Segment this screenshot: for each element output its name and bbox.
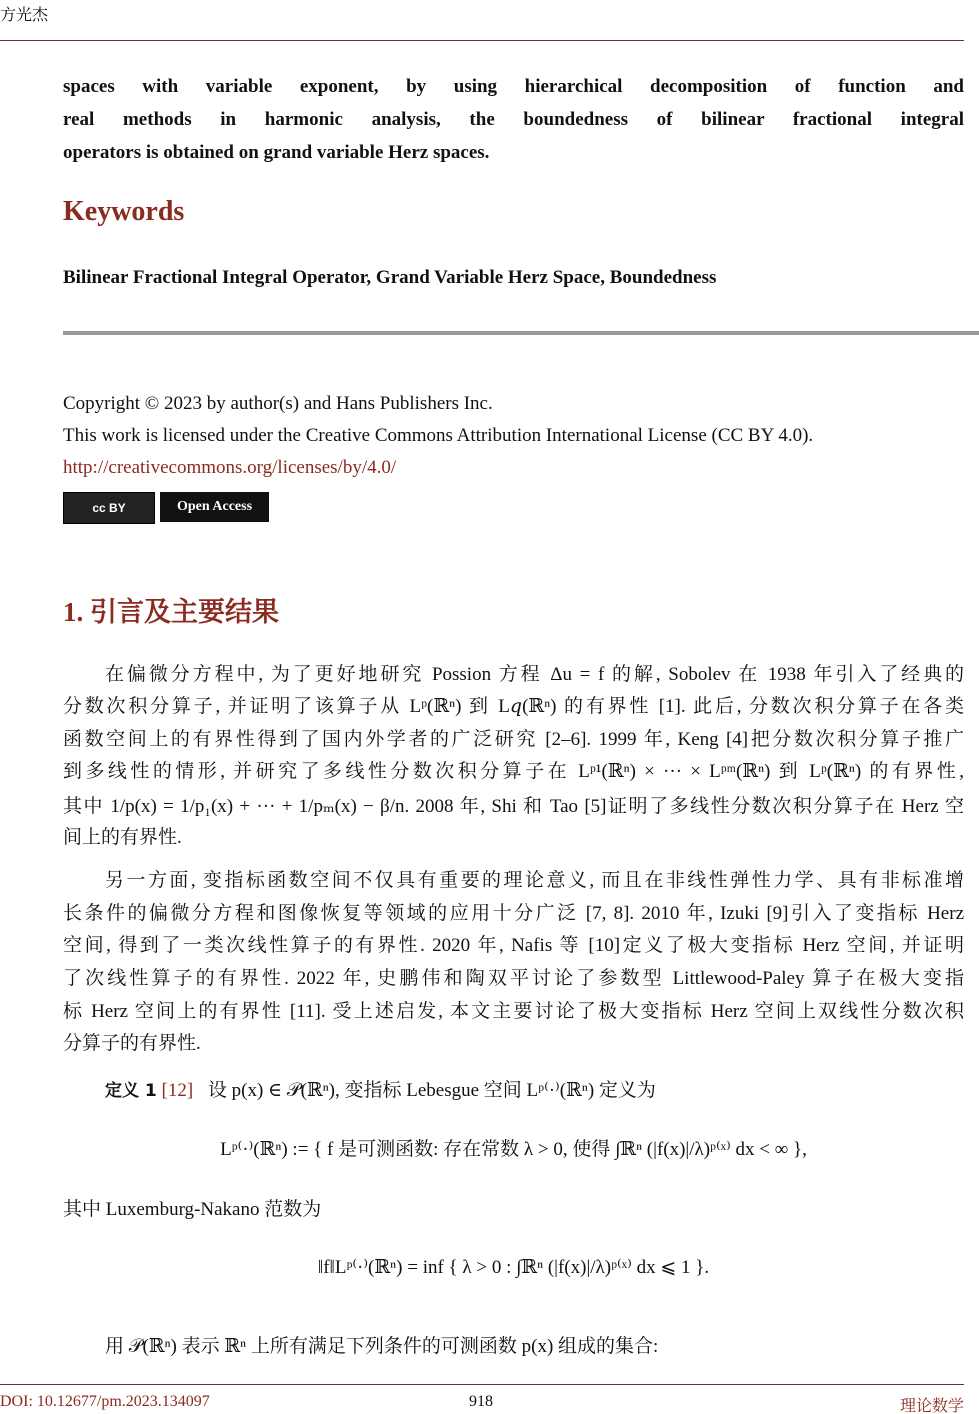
abstract-line: real methods in harmonic analysis, the boundedness of bilinear fractional integral: [63, 109, 964, 130]
license-line: This work is licensed under the Creative Commons Attribution International License (CC BY 4.0).: [63, 425, 814, 446]
abstract-line: operators is obtained on grand variable Herz spaces.: [63, 142, 490, 163]
equation-lp-space: Lᵖ⁽·⁾(ℝⁿ) := { f 是可测函数: 存在常数 λ > 0, 使得 ∫ℝⁿ (|f(x)|/λ)ᵖ⁽ˣ⁾ dx < ∞ },: [220, 1139, 807, 1160]
section-heading: 1. 引言及主要结果: [63, 597, 279, 627]
paragraph-line: 函数空间上的有界性得到了国内外学者的广泛研究 [2–6]. 1999 年, Keng [4]把分数次积分算子推广: [63, 729, 964, 750]
definition-1: [105, 1075, 656, 1102]
equation-luxemburg-norm: ‖f‖Lᵖ⁽·⁾(ℝⁿ) = inf { λ > 0 : ∫ℝⁿ (|f(x)|/λ)ᵖ⁽ˣ⁾ dx ⩽ 1 }.: [317, 1257, 710, 1278]
paragraph-line: 间上的有界性.: [63, 827, 182, 848]
cc-by-badge[interactable]: cc BY: [63, 492, 155, 524]
paragraph-line: 在偏微分方程中, 为了更好地研究 Possion 方程 Δu = f 的解, Sobolev 在 1938 年引入了经典的: [105, 664, 964, 685]
definition-text: 设 p(x) ∈ 𝒫(ℝⁿ), 变指标 Lebesgue 空间 Lᵖ⁽·⁾(ℝⁿ) 定义为: [207, 1080, 656, 1101]
footer-doi-link[interactable]: DOI: 10.12677/pm.2023.134097: [0, 1393, 210, 1410]
journal-name: 理论数学: [899, 1398, 964, 1414]
page-number: 918: [469, 1393, 493, 1410]
header-rule: [0, 40, 964, 41]
section-divider: [63, 331, 979, 335]
license-link[interactable]: http://creativecommons.org/licenses/by/4.0/: [63, 457, 397, 478]
copyright-line: Copyright © 2023 by author(s) and Hans Publishers Inc.: [63, 393, 493, 414]
paragraph-line: 标 Herz 空间上的有界性 [11]. 受上述启发, 本文主要讨论了极大变指标 Herz 空间上双线性分数次积: [63, 1001, 964, 1022]
paragraph-line: 另一方面, 变指标函数空间不仅具有重要的理论意义, 而且在非线性弹性力学、具有非标准增: [105, 870, 964, 891]
paragraph-line: 其中 1/p(x) = 1/p₁(x) + ··· + 1/pₘ(x) − β/n. 2008 年, Shi 和 Tao [5]证明了多线性分数次积分算子在 Herz 空: [63, 796, 964, 817]
norm-intro: 其中 Luxemburg-Nakano 范数为: [63, 1199, 322, 1220]
keywords-text: Bilinear Fractional Integral Operator, Grand Variable Herz Space, Boundedness: [63, 267, 717, 288]
paragraph-line: 了次线性算子的有界性. 2022 年, 史鹏伟和陶双平讨论了参数型 Littlewood-Paley 算子在极大变指: [63, 968, 964, 989]
paragraph-line: 分数次积分算子, 并证明了该算子从 Lᵖ(ℝⁿ) 到 L𝑞(ℝⁿ) 的有界性 [1]. 此后, 分数次积分算子在各类: [63, 696, 964, 717]
definition-label: 定义 1: [105, 1081, 157, 1101]
abstract-line: spaces with variable exponent, by using hierarchical decomposition of function and: [63, 76, 964, 97]
paragraph-line: 空间, 得到了一类次线性算子的有界性. 2020 年, Nafis 等 [10]定义了极大变指标 Herz 空间, 并证明: [63, 935, 964, 956]
open-access-badge: Open Access: [160, 492, 269, 522]
footer-rule: [0, 1384, 964, 1385]
running-header-author: 方光杰: [0, 7, 49, 24]
paragraph-line: 到多线性的情形, 并研究了多线性分数次积分算子在 Lᵖ¹(ℝⁿ) × ··· × Lᵖᵐ(ℝⁿ) 到 Lᵖ(ℝⁿ) 的有界性,: [63, 761, 964, 782]
keywords-heading: Keywords: [63, 196, 185, 227]
paragraph-line: 分算子的有界性.: [63, 1033, 201, 1054]
citation-link[interactable]: [12]: [161, 1080, 194, 1101]
paragraph-line: 长条件的偏微分方程和图像恢复等领域的应用十分广泛 [7, 8]. 2010 年, Izuki [9]引入了变指标 Herz: [63, 903, 964, 924]
paragraph-line: 用 𝒫(ℝⁿ) 表示 ℝⁿ 上所有满足下列条件的可测函数 p(x) 组成的集合:: [105, 1336, 659, 1357]
